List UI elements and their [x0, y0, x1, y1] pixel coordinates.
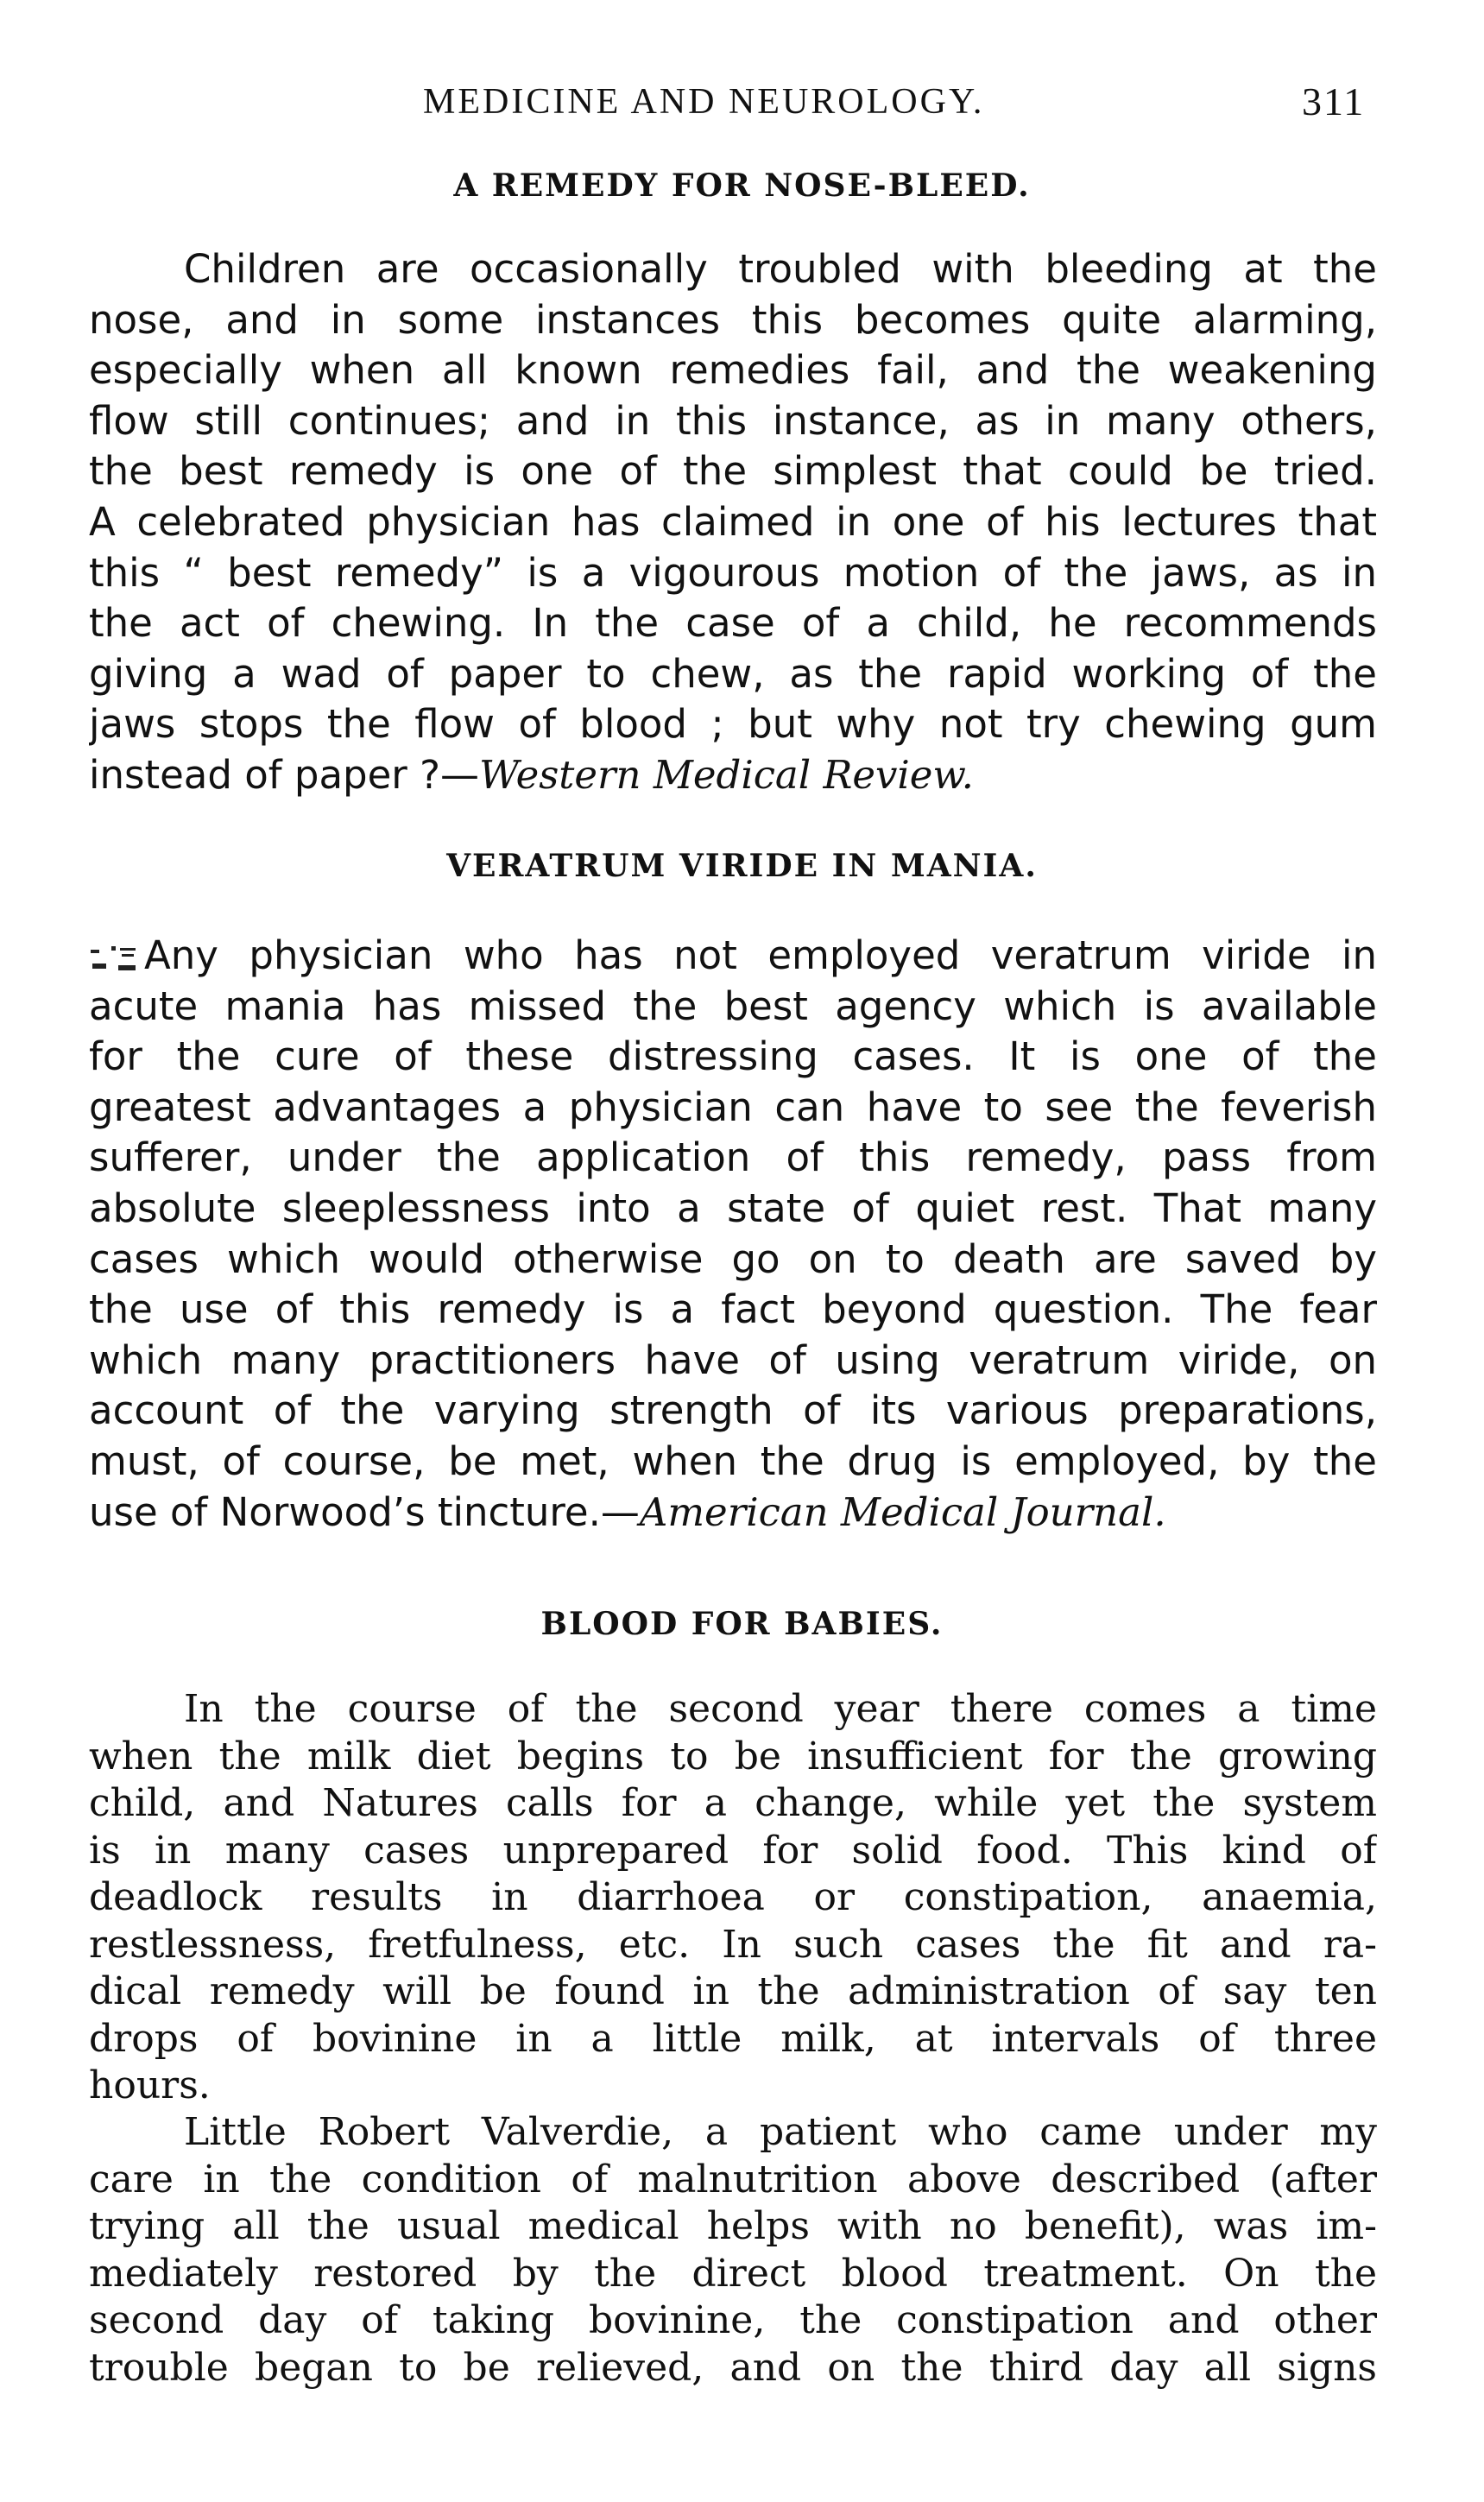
- body-line: care in the condition of malnutrition above described (after: [89, 2157, 1377, 2202]
- body-line: especially when all known remedies fail, and the weakening: [89, 347, 1377, 394]
- body-line: mediately restored by the direct blood treatment. On the: [89, 2251, 1377, 2296]
- body-line: giving a wad of paper to chew, as the rapid working of the: [89, 650, 1377, 697]
- article-body-blood-paragraph-1: [89, 1686, 1377, 2110]
- source-citation: Western Medical Review.: [479, 751, 974, 798]
- body-line: must, of course, be met, when the drug is employed, by the: [89, 1437, 1377, 1484]
- running-head: [0, 76, 1484, 128]
- article-body-blood-paragraph-2: [89, 2109, 1377, 2391]
- body-line: use of Norwood’s tincture.—: [89, 1488, 640, 1535]
- page-number: 311: [1302, 79, 1366, 123]
- source-citation: American Medical Journal.: [639, 1488, 1166, 1535]
- body-line: the best remedy is one of the simplest that could be tried.: [89, 448, 1377, 495]
- article-heading-veratrum: VERATRUM VIRIDE IN MANIA.: [446, 848, 1038, 884]
- body-line: restlessness, fretfulness, etc. In such cases the fit and ra-: [89, 1922, 1377, 1967]
- body-line: nose, and in some instances this becomes quite alarming,: [89, 296, 1377, 343]
- body-line: which many practitioners have of using veratrum viride, on: [89, 1336, 1377, 1383]
- body-line: greatest advantages a physician can have to see the feverish: [89, 1084, 1377, 1130]
- body-line: sufferer, under the application of this remedy, pass from: [89, 1134, 1377, 1181]
- body-line: acute mania has missed the best agency which is available: [89, 982, 1377, 1029]
- body-line: trying all the usual medical helps with no benefit), was im-: [89, 2204, 1377, 2248]
- body-line: hours.: [89, 2063, 211, 2107]
- body-line: for the cure of these distressing cases. It is one of the: [89, 1033, 1377, 1080]
- body-line: jaws stops the flow of blood ; but why not try chewing gum: [89, 701, 1377, 748]
- body-line: dical remedy will be found in the administration of say ten: [89, 1969, 1377, 2013]
- body-line: In the course of the second year there comes a time: [184, 1687, 1377, 1731]
- body-line: the act of chewing. In the case of a child, he recommends: [89, 600, 1377, 647]
- body-line: Children are occasionally troubled with bleeding at the: [184, 246, 1377, 292]
- body-line: instead of paper ?—: [89, 751, 479, 798]
- body-line: the use of this remedy is a fact beyond question. The fear: [89, 1286, 1377, 1333]
- body-line: cases which would otherwise go on to death are saved by: [89, 1235, 1377, 1282]
- body-line: absolute sleeplessness into a state of quiet rest. That many: [89, 1185, 1377, 1231]
- body-line: flow still continues; and in this instance, as in many others,: [89, 397, 1377, 444]
- running-title: MEDICINE AND NEUROLOGY.: [423, 82, 985, 122]
- body-line: trouble began to be relieved, and on the third day all signs: [89, 2345, 1377, 2390]
- body-line: child, and Natures calls for a change, while yet the system: [89, 1781, 1377, 1825]
- body-line: is in many cases unprepared for solid food. This kind of: [89, 1828, 1377, 1873]
- article-body-veratrum: [89, 931, 1377, 1538]
- article-body-nose-bleed: [89, 244, 1377, 801]
- printer-ornament-icon: [89, 943, 141, 972]
- body-line: this “ best remedy” is a vigourous motion of the jaws, as in: [89, 549, 1377, 596]
- body-line: Little Robert Valverdie, a patient who came under my: [184, 2110, 1377, 2154]
- article-heading-blood-for-babies: BLOOD FOR BABIES.: [540, 1606, 944, 1642]
- body-line: account of the varying strength of its various preparations,: [89, 1387, 1377, 1434]
- body-line: Any physician who has not employed veratrum viride in: [144, 932, 1377, 978]
- body-line: second day of taking bovinine, the constipation and other: [89, 2298, 1377, 2342]
- body-line-with-source: [89, 1488, 1377, 1538]
- body-line-first: [89, 931, 1377, 982]
- body-line: deadlock results in diarrhoea or constipation, anaemia,: [89, 1875, 1377, 1919]
- body-line: A celebrated physician has claimed in one of his lectures that: [89, 498, 1377, 545]
- body-line: when the milk diet begins to be insufficient for the growing: [89, 1734, 1377, 1779]
- body-line: drops of bovinine in a little milk, at intervals of three: [89, 2016, 1377, 2061]
- article-heading-nose-bleed: A REMEDY FOR NOSE-BLEED.: [453, 167, 1031, 204]
- body-line-with-source: [89, 750, 1377, 801]
